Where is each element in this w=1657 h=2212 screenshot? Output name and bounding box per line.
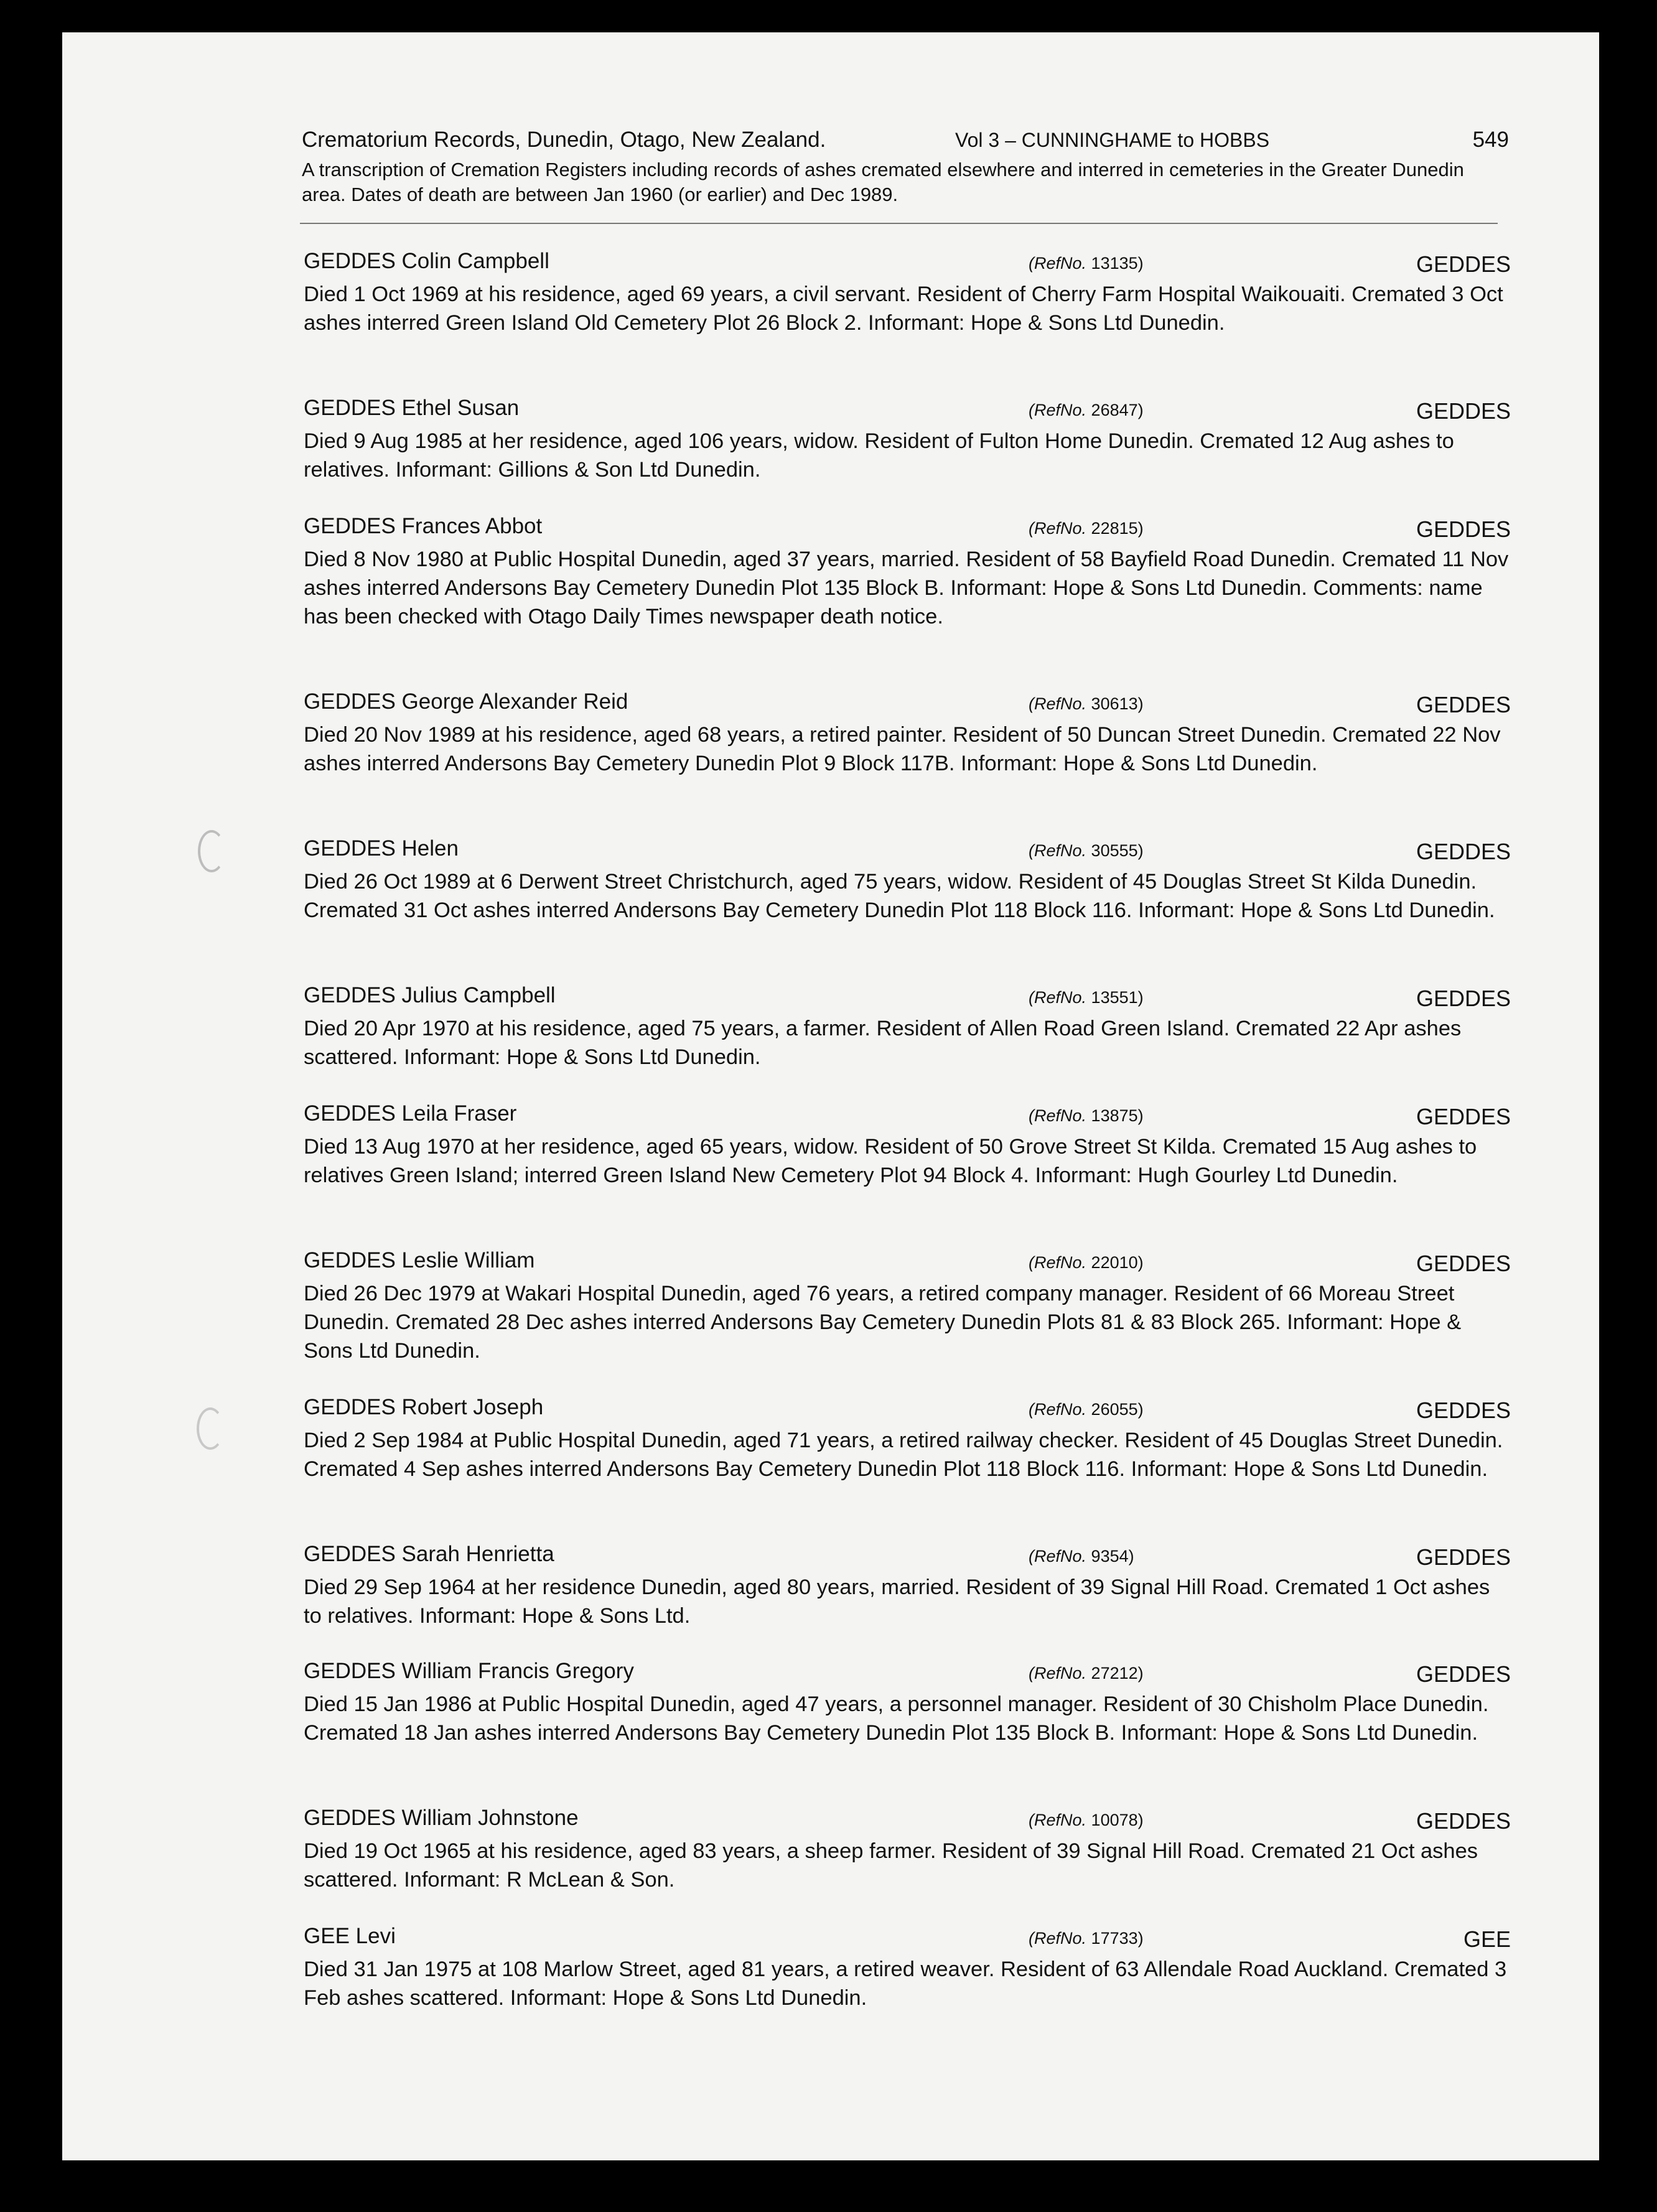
record-surname: GEDDES (1416, 398, 1511, 424)
record-details: Died 15 Jan 1986 at Public Hospital Dunedin, aged 47 years, a personnel manager. Resident of 30 Chisholm Place Dunedin. Cremated 18 Jan ashes interred Andersons Bay Cemetery Dunedin Plot 135 Block B. Informant: Hope & Sons Ltd Dunedin. (304, 1692, 1489, 1745)
record-name: GEDDES William Johnstone (304, 1806, 579, 1830)
record-name: GEDDES Ethel Susan (304, 396, 520, 420)
record-ref-number: (RefNo. 22815) (1029, 519, 1144, 538)
record-surname: GEE (1463, 1926, 1511, 1952)
record-entry (304, 983, 1511, 1101)
record-details: Died 26 Dec 1979 at Wakari Hospital Dunedin, aged 76 years, a retired company manager. Resident of 66 Moreau Street Dunedin. Cremated 28 Dec ashes interred Andersons Bay Cemetery Dunedin Plots 81 & 83 Block 265. Informant: Hope & Sons Ltd Dunedin. (304, 1282, 1462, 1363)
record-entry (304, 1542, 1511, 1659)
record-surname: GEDDES (1416, 1544, 1511, 1570)
record-entry (304, 1101, 1511, 1248)
record-name: GEDDES Leila Fraser (304, 1101, 517, 1126)
ref-label: (RefNo. (1029, 1811, 1087, 1829)
record-surname: GEDDES (1416, 1251, 1511, 1276)
record-entry (304, 1659, 1511, 1806)
record-details: Died 19 Oct 1965 at his residence, aged 83 years, a sheep farmer. Resident of 39 Signal Hill Road. Cremated 21 Oct ashes scattered. Informant: R McLean & Son. (304, 1839, 1478, 1892)
record-ref-number: (RefNo. 26847) (1029, 401, 1144, 419)
record-details: Died 1 Oct 1969 at his residence, aged 69 years, a civil servant. Resident of Cherry Farm Hospital Waikouaiti. Cremated 3 Oct ashes interred Green Island Old Cemetery Plot 26 Block 2. Informant: Hope & Sons Ltd Dunedin. (304, 282, 1503, 335)
record-details: Died 26 Oct 1989 at 6 Derwent Street Christchurch, aged 75 years, widow. Resident of 45 Douglas Street St Kilda Dunedin. Cremated 31 Oct ashes interred Andersons Bay Cemetery Dunedin Plot 118 Block 116. Informant: Hope & Sons Ltd Dunedin. (304, 870, 1495, 922)
record-details: Died 9 Aug 1985 at her residence, aged 106 years, widow. Resident of Fulton Home Dunedin. Cremated 12 Aug ashes to relatives. Informant: Gillions & Son Ltd Dunedin. (304, 429, 1454, 482)
record-entry (304, 836, 1511, 983)
ref-label: (RefNo. (1029, 254, 1087, 273)
record-entry (304, 689, 1511, 836)
record-ref-number: (RefNo. 13135) (1029, 254, 1144, 273)
record-name: GEDDES Frances Abbot (304, 514, 543, 538)
record-surname: GEDDES (1416, 986, 1511, 1011)
ref-label: (RefNo. (1029, 1253, 1087, 1272)
record-details: Died 20 Apr 1970 at his residence, aged 75 years, a farmer. Resident of Allen Road Green Island. Cremated 22 Apr ashes scattered. Informant: Hope & Sons Ltd Dunedin. (304, 1017, 1462, 1069)
record-name: GEDDES Julius Campbell (304, 983, 556, 1007)
ref-label: (RefNo. (1029, 401, 1087, 419)
record-entry (304, 1395, 1511, 1542)
record-surname: GEDDES (1416, 839, 1511, 864)
document-title: Crematorium Records, Dunedin, Otago, New Zealand. (302, 128, 826, 152)
record-details: Died 31 Jan 1975 at 108 Marlow Street, aged 81 years, a retired weaver. Resident of 63 Allendale Road Auckland. Cremated 3 Feb ashes scattered. Informant: Hope & Sons Ltd Dunedin. (304, 1958, 1507, 2010)
record-entry (304, 396, 1511, 514)
record-entry (304, 1924, 1511, 2042)
record-details: Died 20 Nov 1989 at his residence, aged 68 years, a retired painter. Resident of 50 Duncan Street Dunedin. Cremated 22 Nov ashes interred Andersons Bay Cemetery Dunedin Plot 9 Block 117B. Informant: Hope & Sons Ltd Dunedin. (304, 723, 1501, 775)
record-name: GEDDES William Francis Gregory (304, 1659, 634, 1683)
ref-label: (RefNo. (1029, 1664, 1087, 1682)
punch-hole-mark (197, 1407, 224, 1450)
record-entry (304, 514, 1511, 689)
ref-label: (RefNo. (1029, 1547, 1087, 1566)
record-name: GEDDES Robert Joseph (304, 1395, 544, 1419)
record-details: Died 13 Aug 1970 at her residence, aged 65 years, widow. Resident of 50 Grove Street St Kilda. Cremated 15 Aug ashes to relatives Green Island; interred Green Island New Cemetery Plot 94 Block 4. Informant: Hugh Gourley Ltd Dunedin. (304, 1135, 1477, 1187)
punch-hole-mark (198, 830, 225, 872)
ref-label: (RefNo. (1029, 841, 1087, 860)
record-entry (304, 1248, 1511, 1395)
ref-label: (RefNo. (1029, 1106, 1087, 1125)
volume-label: Vol 3 – CUNNINGHAME to HOBBS (955, 129, 1270, 151)
ref-label: (RefNo. (1029, 519, 1087, 538)
record-name: GEDDES Colin Campbell (304, 249, 549, 273)
ref-label: (RefNo. (1029, 694, 1087, 713)
record-name: GEDDES Sarah Henrietta (304, 1542, 554, 1566)
record-surname: GEDDES (1416, 516, 1511, 542)
record-name: GEDDES George Alexander Reid (304, 689, 628, 714)
ref-label: (RefNo. (1029, 1929, 1087, 1948)
record-ref-number: (RefNo. 9354) (1029, 1547, 1134, 1566)
page-header (302, 128, 1509, 207)
record-details: Died 8 Nov 1980 at Public Hospital Dunedin, aged 37 years, married. Resident of 58 Bayfield Road Dunedin. Cremated 11 Nov ashes interred Andersons Bay Cemetery Dunedin Plot 135 Block B. Informant: Hope & Sons Ltd Dunedin. Comments: name has been checked with Otago Daily Times newspaper death notice. (304, 548, 1509, 628)
record-name: GEE Levi (304, 1924, 396, 1948)
record-surname: GEDDES (1416, 1398, 1511, 1423)
page-number: 549 (1472, 128, 1509, 152)
record-ref-number: (RefNo. 30613) (1029, 694, 1144, 713)
record-ref-number: (RefNo. 26055) (1029, 1400, 1144, 1419)
record-details: Died 2 Sep 1984 at Public Hospital Dunedin, aged 71 years, a retired railway checker. Resident of 45 Douglas Street Dunedin. Cremated 4 Sep ashes interred Andersons Bay Cemetery Dunedin Plot 118 Block 116. Informant: Hope & Sons Ltd Dunedin. (304, 1429, 1503, 1481)
record-surname: GEDDES (1416, 251, 1511, 277)
header-divider (300, 223, 1498, 224)
record-ref-number: (RefNo. 27212) (1029, 1664, 1144, 1682)
record-surname: GEDDES (1416, 692, 1511, 717)
record-ref-number: (RefNo. 30555) (1029, 841, 1144, 860)
record-ref-number: (RefNo. 13875) (1029, 1106, 1144, 1125)
record-ref-number: (RefNo. 10078) (1029, 1811, 1144, 1829)
ref-label: (RefNo. (1029, 988, 1087, 1007)
record-name: GEDDES Leslie William (304, 1248, 535, 1272)
record-entry (304, 1806, 1511, 1924)
record-ref-number: (RefNo. 17733) (1029, 1929, 1144, 1948)
record-ref-number: (RefNo. 22010) (1029, 1253, 1144, 1272)
record-surname: GEDDES (1416, 1104, 1511, 1129)
record-ref-number: (RefNo. 13551) (1029, 988, 1144, 1007)
ref-label: (RefNo. (1029, 1400, 1087, 1419)
document-description: A transcription of Cremation Registers including records of ashes cremated elsewhere and interred in cemeteries in the Greater Dunedin area. Dates of death are between Jan 1960 (or earlier) and Dec 1989. (302, 159, 1464, 205)
record-list (304, 249, 1511, 2042)
record-name: GEDDES Helen (304, 836, 459, 861)
record-details: Died 29 Sep 1964 at her residence Dunedin, aged 80 years, married. Resident of 39 Signal Hill Road. Cremated 1 Oct ashes to relatives. Informant: Hope & Sons Ltd. (304, 1575, 1490, 1628)
record-surname: GEDDES (1416, 1808, 1511, 1834)
record-surname: GEDDES (1416, 1661, 1511, 1687)
record-entry (304, 249, 1511, 396)
